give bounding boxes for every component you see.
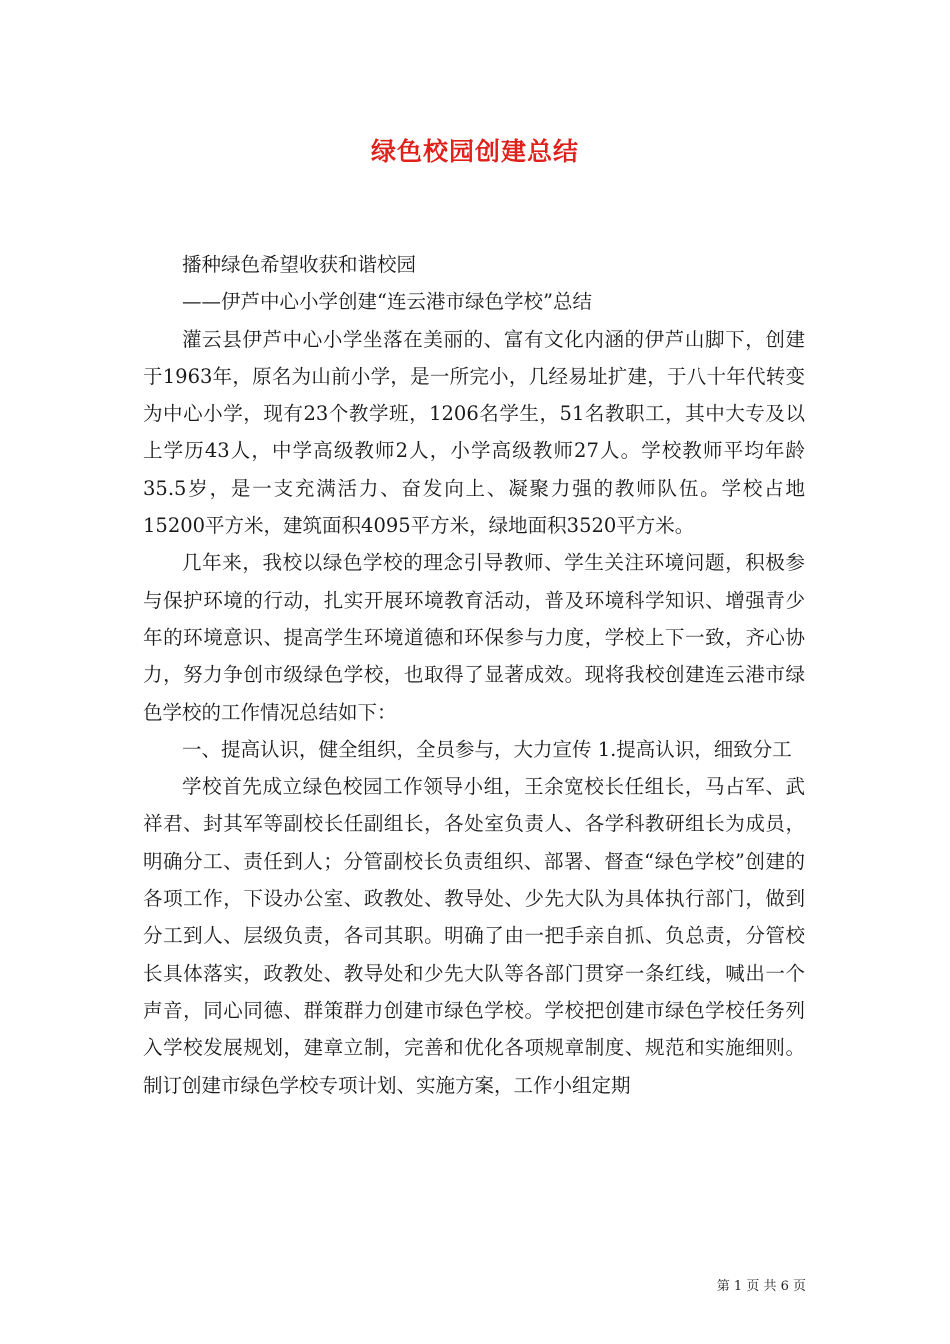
paragraph: 灌云县伊芦中心小学坐落在美丽的、富有文化内涵的伊芦山脚下，创建于1963年，原名为山前小学，是一所完小，几经易址扩建，于八十年代转变为中心小学，现有23个教学班，1206名学生，51名教职工，其中大专及以上学历43人，中学高级教师2人，小学高级教师27人。学校教师平均年龄35.5岁，是一支充满活力、奋发向上、凝聚力强的教师队伍。学校占地15200平方米，建筑面积4095平方米，绿地面积3520平方米。 (143, 327, 805, 538)
paragraph: 几年来，我校以绿色学校的理念引导教师、学生关注环境问题，积极参与保护环境的行动，扎实开展环境教育活动，普及环境科学知识、增强青少年的环境意识、提高学生环境道德和环保参与力度，学校上下一致，齐心协力，努力争创市级绿色学校，也取得了显著成效。现将我校创建连云港市绿色学校的工作情况总结如下： (143, 551, 805, 724)
document-body (143, 246, 805, 1104)
section-heading: 一、提高认识，健全组织，全员参与，大力宣传 1.提高认识，细致分工 (182, 737, 792, 761)
subtitle: 播种绿色希望收获和谐校园 (182, 253, 417, 276)
page-footer: 第 1 页 共 6 页 (716, 1279, 806, 1294)
page-title: 绿色校园创建总结 (370, 137, 579, 166)
subtitle-note: ——伊芦中心小学创建“连云港市绿色学校”总结 (182, 290, 592, 314)
paragraph: 学校首先成立绿色校园工作领导小组，王余宽校长任组长，马占军、武祥君、封其军等副校长任副组长，各处室负责人、各学科教研组长为成员，明确分工、责任到人；分管副校长负责组织、部署、督查“绿色学校”创建的各项工作，下设办公室、政教处、教导处、少先大队为具体执行部门，做到分工到人、层级负责，各司其职。明确了由一把手亲自抓、负总责，分管校长具体落实，政教处、教导处和少先大队等各部门贯穿一条红线，喊出一个声音，同心同德、群策群力创建市绿色学校。学校把创建市绿色学校任务列入学校发展规划，建章立制，完善和优化各项规章制度、规范和实施细则。制订创建市绿色学校专项计划、实施方案，工作小组定期 (143, 775, 805, 1097)
